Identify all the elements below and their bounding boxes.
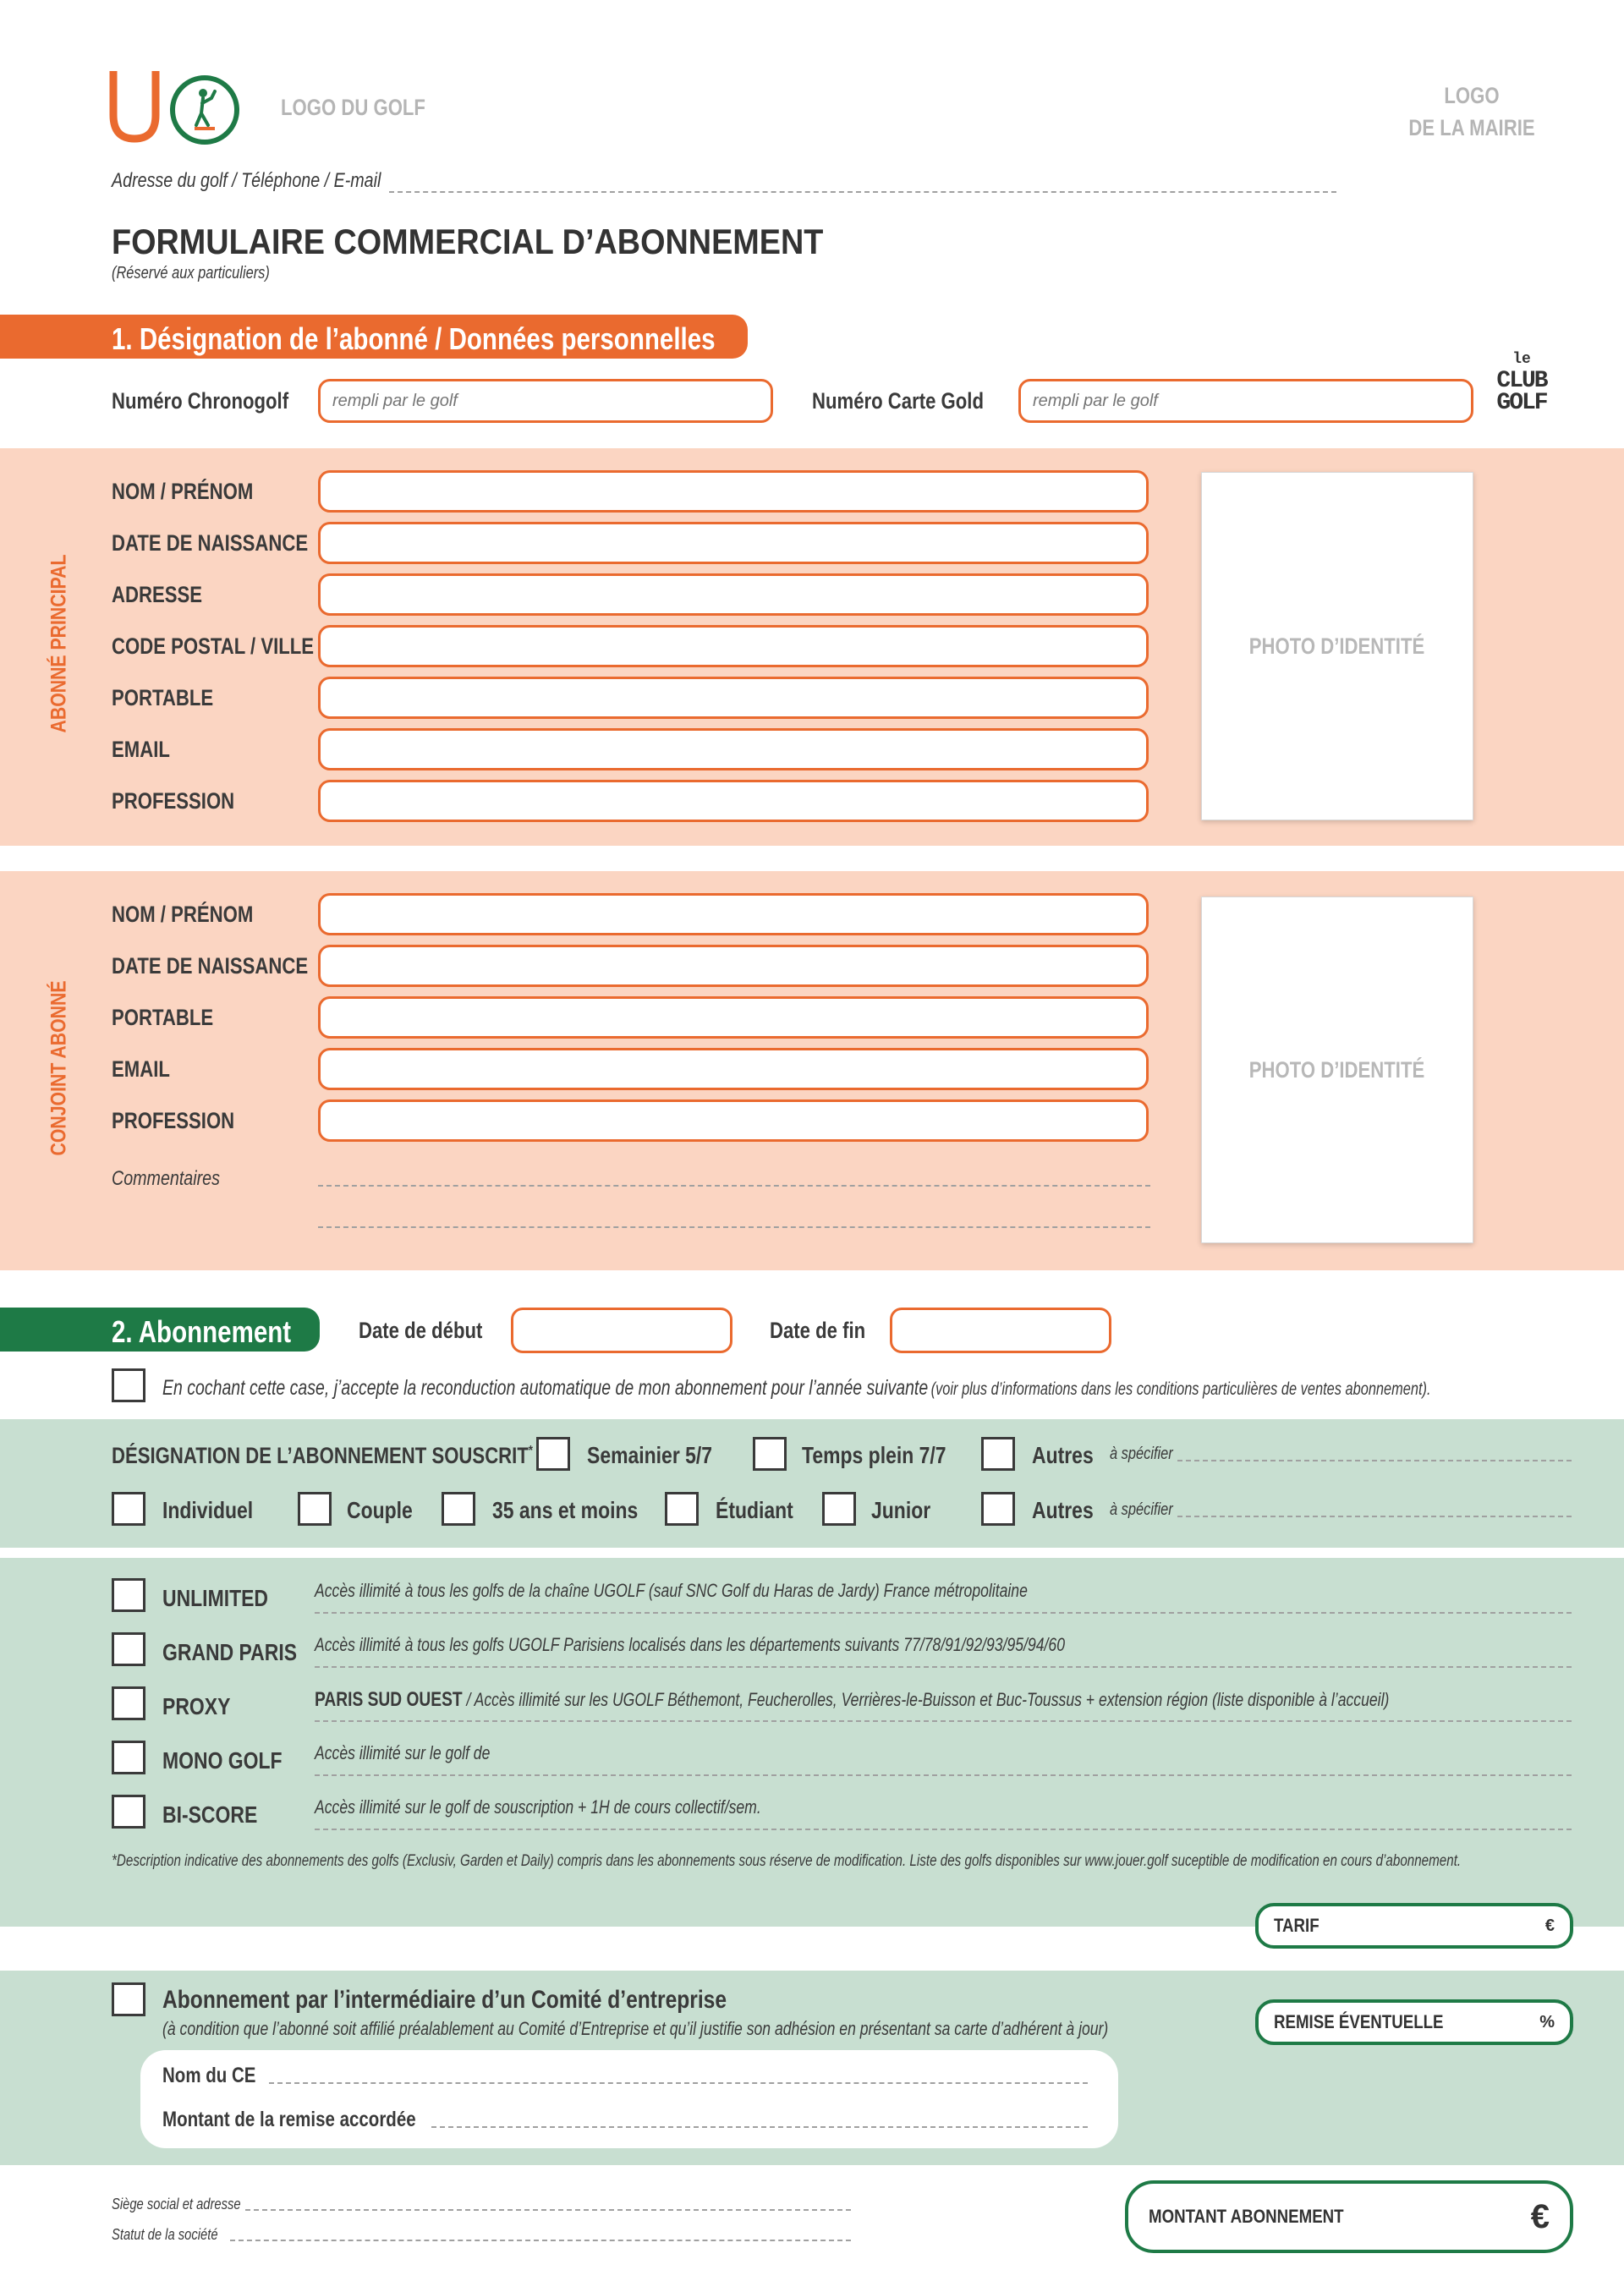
address-line[interactable] [389,191,1336,193]
footnote: *Description indicative des abonnements des golfs (Exclusiv, Garden et Daily) compris dans les abonnements sous réserve de modification. Liste des golfs disponibles sur www.jouer.golf suceptible de modification en cours d’abonnement. [112,1852,1462,1870]
principal-field-input[interactable] [321,679,1146,716]
formula-checkbox[interactable] [112,1632,145,1666]
tarif-label: TARIF [1274,1915,1320,1936]
individuel-label: Individuel [162,1497,254,1523]
mairie-logo-line2: DE LA MAIRIE [1408,115,1535,140]
formula-desc: Accès illimité sur le golf de souscription + 1H de cours collectif/sem. [315,1796,761,1818]
autres-2-line[interactable] [1177,1516,1572,1517]
formula-name: PROXY [162,1693,231,1719]
principal-field-box[interactable] [318,780,1149,822]
principal-field-box[interactable] [318,625,1149,667]
tarif-box[interactable] [1255,1903,1573,1949]
end-date-label: Date de fin [770,1318,866,1343]
couple-checkbox[interactable] [298,1492,332,1526]
renewal-checkbox[interactable] [112,1368,145,1402]
formula-line[interactable] [315,1720,1572,1722]
principal-field-input[interactable] [321,628,1146,665]
principal-field-input[interactable] [321,576,1146,613]
club-logo-line2: CLUB [1496,368,1547,394]
section1-header [0,315,748,359]
designation-label: DÉSIGNATION DE L’ABONNEMENT SOUSCRIT [112,1443,529,1468]
conjoint-field-input[interactable] [321,896,1146,933]
tarif-unit: € [1544,1916,1555,1935]
cartegold-input[interactable] [1021,381,1471,420]
autres-1-specify: à spécifier [1110,1445,1173,1463]
comments-line-1[interactable] [318,1185,1150,1187]
junior-label: Junior [871,1497,931,1523]
formula-desc-wrap [315,1796,761,1818]
conjoint-photo[interactable] [1201,896,1473,1243]
conjoint-field-box[interactable] [318,996,1149,1039]
principal-field-label: NOM / PRÉNOM [112,479,254,504]
conjoint-field-box[interactable] [318,1099,1149,1142]
section2-header [0,1308,320,1352]
formula-line[interactable] [315,1612,1572,1614]
ce-note: (à condition que l’abonné soit affilié préalablement au Comité d’Entreprise et qu’il justifie son adhésion en présentant sa carte d’adhérent à jour) [162,2018,1109,2039]
comments-label: Commentaires [112,1167,220,1190]
principal-field-input[interactable] [321,473,1146,510]
semainier-label: Semainier 5/7 [587,1442,713,1468]
formula-name: GRAND PARIS [162,1639,298,1665]
designation-band [0,1419,1624,1548]
principal-field-label: CODE POSTAL / VILLE [112,633,315,659]
principal-photo-label: PHOTO D’IDENTITÉ [1249,633,1425,659]
section1-title: 1. Désignation de l’abonné / Données personnelles [112,321,716,356]
formula-checkbox[interactable] [112,1578,145,1612]
conjoint-field-box[interactable] [318,1048,1149,1090]
conjoint-field-input[interactable] [321,1102,1146,1139]
conjoint-photo-label: PHOTO D’IDENTITÉ [1249,1056,1425,1083]
principal-field-box[interactable] [318,470,1149,513]
ce-title: Abonnement par l’intermédiaire d’un Comité d’entreprise [162,1986,727,2014]
conjoint-field-input[interactable] [321,999,1146,1036]
principal-field-input[interactable] [321,782,1146,820]
principal-field-box[interactable] [318,573,1149,616]
golf-logo-placeholder: LOGO DU GOLF [281,95,425,120]
address-label: Adresse du golf / Téléphone / E-mail [112,169,381,192]
conjoint-field-label: NOM / PRÉNOM [112,902,254,927]
start-date-label: Date de début [359,1318,483,1343]
club-logo-line3: GOLF [1496,390,1547,416]
principal-field-input[interactable] [321,731,1146,768]
chronogolf-input[interactable] [321,381,771,420]
principal-field-box[interactable] [318,677,1149,719]
autres-1-line[interactable] [1177,1460,1572,1461]
formula-desc-prefix: PARIS SUD OUEST [315,1688,463,1711]
siege-label: Siège social et adresse [112,2196,241,2212]
principal-field-box[interactable] [318,522,1149,564]
ce-montant-line[interactable] [431,2126,1088,2128]
formula-desc: Accès illimité sur le golf de [315,1742,491,1763]
start-date-input[interactable] [513,1310,730,1351]
ce-nom-line[interactable] [269,2082,1088,2084]
etudiant-checkbox[interactable] [665,1492,699,1526]
formula-desc-wrap [315,1688,1389,1712]
siege-line[interactable] [245,2209,851,2211]
formula-name: MONO GOLF [162,1747,283,1774]
formula-name: BI-SCORE [162,1801,258,1828]
statut-line[interactable] [230,2240,851,2241]
formula-line[interactable] [315,1829,1572,1830]
conjoint-field-label: PORTABLE [112,1005,214,1030]
formula-checkbox[interactable] [112,1795,145,1829]
conjoint-field-box[interactable] [318,893,1149,935]
start-date-field[interactable] [511,1308,732,1353]
principal-side-label: ABONNÉ PRINCIPAL [47,554,71,733]
formula-desc-wrap [315,1742,490,1764]
formula-line[interactable] [315,1774,1572,1776]
principal-field-label: PORTABLE [112,685,214,710]
junior-checkbox[interactable] [822,1492,856,1526]
club-logo-line1: le [1512,351,1531,368]
comments-line-2[interactable] [318,1226,1150,1228]
temps-plein-label: Temps plein 7/7 [802,1442,946,1468]
formula-checkbox[interactable] [112,1686,145,1720]
statut-label: Statut de la société [112,2226,218,2243]
golfer-logo [167,73,242,147]
ce-montant-label: Montant de la remise accordée [162,2108,416,2131]
page-title: FORMULAIRE COMMERCIAL D’ABONNEMENT [112,222,824,261]
ce-nom-label: Nom du CE [162,2064,256,2087]
conjoint-field-input[interactable] [321,947,1146,984]
golfer-icon [167,73,242,147]
end-date-field[interactable] [890,1308,1111,1353]
remise-label: REMISE ÉVENTUELLE [1274,2011,1444,2032]
remise-box[interactable] [1255,1999,1573,2045]
temps-plein-checkbox[interactable] [753,1437,787,1471]
renewal-text-wrap [162,1376,1431,1401]
autres-2-checkbox[interactable] [981,1492,1015,1526]
formula-desc: Accès illimité à tous les golfs UGOLF Parisiens localisés dans les départements suivants 77/78/91/92/93/95/94/60 [315,1634,1065,1655]
designation-asterisk: * [528,1444,533,1458]
ce-checkbox[interactable] [112,1982,145,2016]
remise-unit: % [1539,2012,1555,2032]
autres-2-label: Autres [1032,1497,1094,1523]
principal-field-label: DATE DE NAISSANCE [112,530,309,556]
principal-photo[interactable] [1201,472,1473,820]
35-ans-checkbox[interactable] [442,1492,475,1526]
mairie-logo-line1: LOGO [1444,83,1500,108]
formula-checkbox[interactable] [112,1741,145,1774]
cartegold-label: Numéro Carte Gold [812,388,984,414]
page-subtitle: (Réservé aux particuliers) [112,264,270,282]
couple-label: Couple [347,1497,413,1523]
individuel-checkbox[interactable] [112,1492,145,1526]
conjoint-field-box[interactable] [318,945,1149,987]
principal-field-label: PROFESSION [112,788,235,814]
formula-desc-wrap [315,1580,1028,1602]
end-date-input[interactable] [892,1310,1109,1351]
principal-field-label: ADRESSE [112,582,203,607]
formula-desc: Accès illimité à tous les golfs de la chaîne UGOLF (sauf SNC Golf du Haras de Jardy) France métropolitaine [315,1580,1028,1601]
35-ans-label: 35 ans et moins [492,1497,639,1523]
conjoint-field-label: EMAIL [112,1056,170,1082]
chronogolf-label: Numéro Chronogolf [112,388,289,414]
designation-label-wrap [112,1443,533,1469]
renewal-note: (voir plus d’informations dans les conditions particulières de ventes abonnement). [930,1379,1431,1399]
formula-line[interactable] [315,1666,1572,1668]
conjoint-field-label: PROFESSION [112,1108,235,1133]
principal-field-box[interactable] [318,728,1149,770]
autres-1-label: Autres [1032,1442,1094,1468]
principal-field-label: EMAIL [112,737,170,762]
cartegold-field[interactable] [1018,379,1473,423]
conjoint-field-input[interactable] [321,1050,1146,1088]
u-logo-icon [108,68,161,144]
montant-label: MONTANT ABONNEMENT [1149,2206,1344,2227]
section2-title: 2. Abonnement [112,1314,292,1349]
renewal-text: En cochant cette case, j’accepte la reconduction automatique de mon abonnement pour l’année suivante [162,1376,929,1400]
u-logo [108,68,161,144]
montant-unit: € [1530,2197,1550,2235]
etudiant-label: Étudiant [716,1497,793,1523]
formula-desc: / Accès illimité sur les UGOLF Béthemont, Feucherolles, Verrières-le-Buisson et Buc-Toussus + extension région (liste disponible à l’accueil) [462,1689,1390,1710]
ce-details-box [140,2050,1118,2148]
montant-box[interactable] [1125,2180,1573,2253]
autres-1-checkbox[interactable] [981,1437,1015,1471]
autres-2-specify: à spécifier [1110,1500,1173,1519]
chronogolf-field[interactable] [318,379,773,423]
club-golf-logo [1492,348,1551,426]
conjoint-side-label: CONJOINT ABONNÉ [47,980,71,1156]
formula-desc-wrap [315,1634,1065,1656]
semainier-checkbox[interactable] [536,1437,570,1471]
conjoint-field-label: DATE DE NAISSANCE [112,953,309,979]
formula-name: UNLIMITED [162,1585,268,1611]
principal-field-input[interactable] [321,524,1146,562]
mairie-logo-placeholder [1387,80,1556,144]
